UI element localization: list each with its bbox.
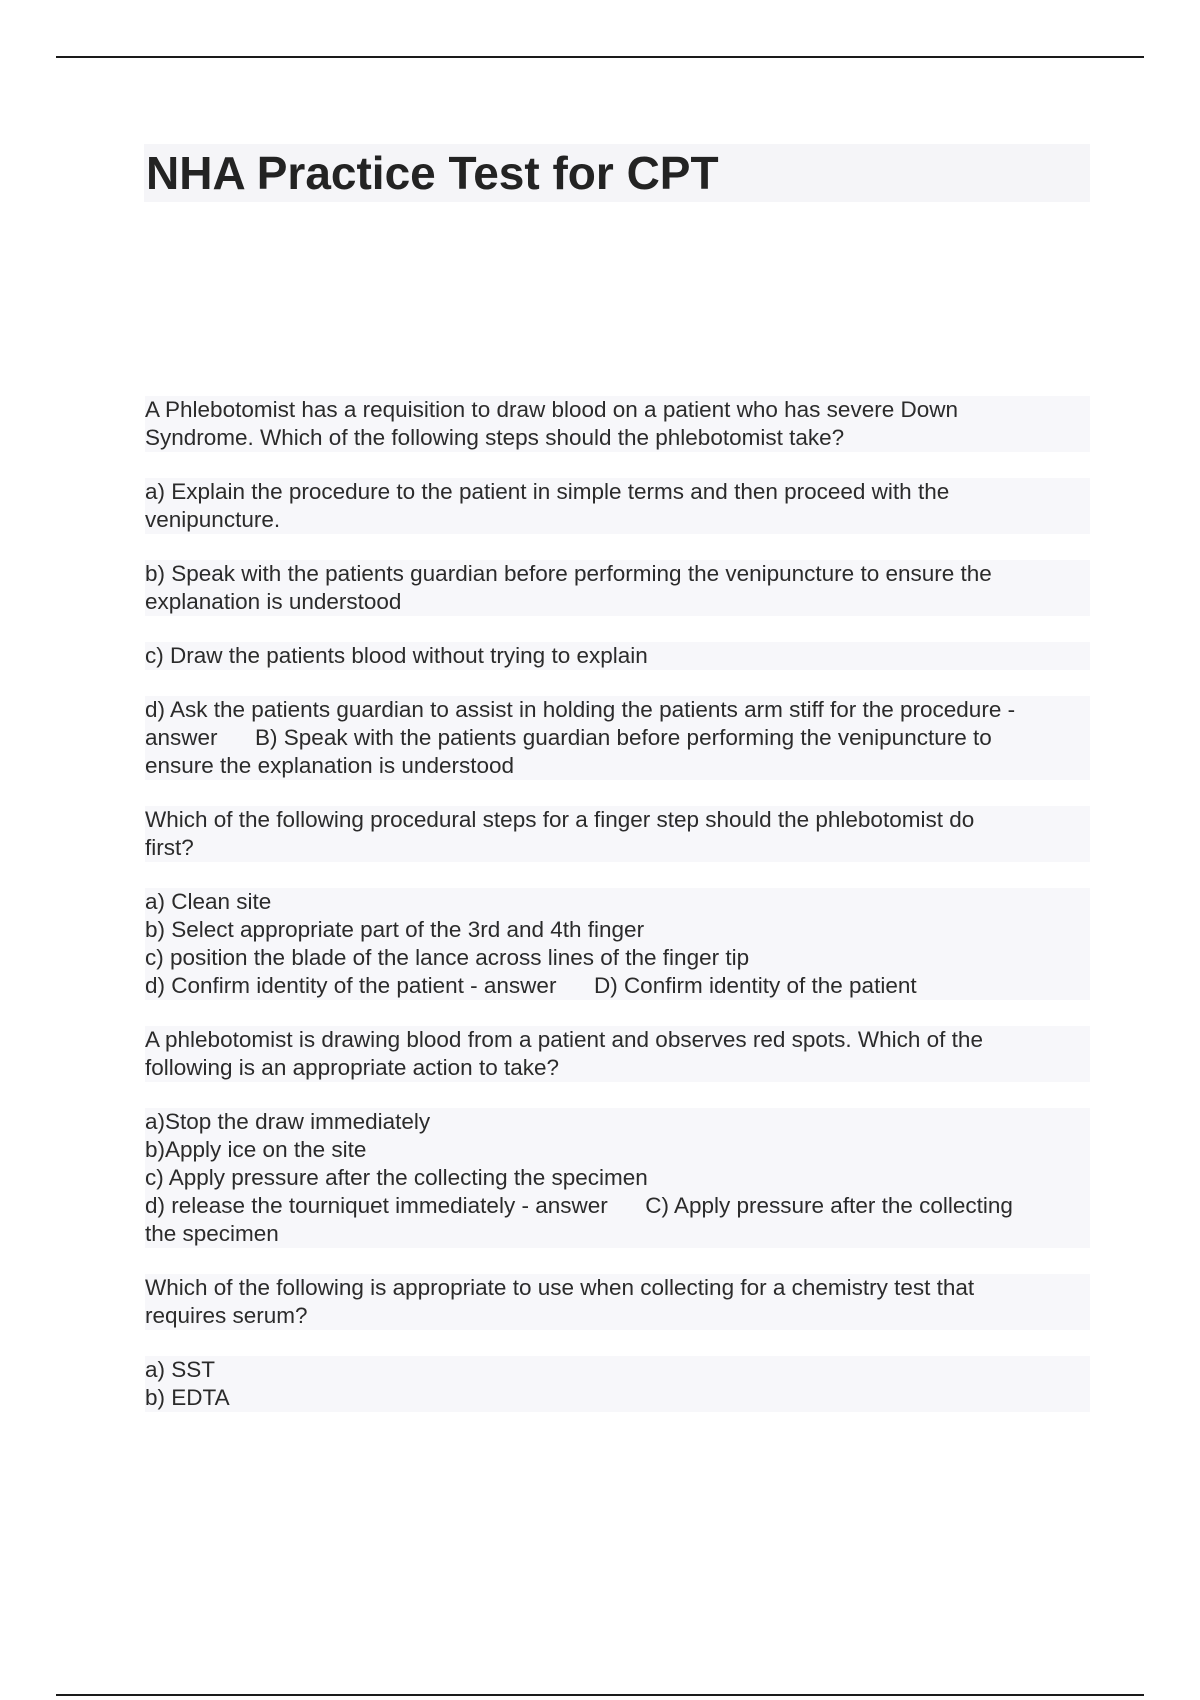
text-line: b) Speak with the patients guardian before performing the venipuncture to ensure the bbox=[145, 560, 1090, 588]
text-line: Which of the following is appropriate to use when collecting for a chemistry test that bbox=[145, 1274, 1090, 1302]
text-line: first? bbox=[145, 834, 1090, 862]
bottom-rule bbox=[56, 1694, 1144, 1696]
text-line: venipuncture. bbox=[145, 506, 1090, 534]
document-body bbox=[145, 396, 1090, 1438]
option-line: a) Clean site bbox=[145, 888, 1090, 916]
question-3-options bbox=[145, 1108, 1090, 1248]
option-line: a)Stop the draw immediately bbox=[145, 1108, 1090, 1136]
question-1-stem bbox=[145, 396, 1090, 452]
option-line: a) SST bbox=[145, 1356, 1090, 1384]
text-line: following is an appropriate action to take? bbox=[145, 1054, 1090, 1082]
text-line: d) Ask the patients guardian to assist in holding the patients arm stiff for the procedure - bbox=[145, 696, 1090, 724]
question-1-option-c bbox=[145, 642, 1090, 670]
top-rule bbox=[56, 56, 1144, 58]
text-line: Which of the following procedural steps for a finger step should the phlebotomist do bbox=[145, 806, 1090, 834]
text-line: ensure the explanation is understood bbox=[145, 752, 1090, 780]
question-4-options bbox=[145, 1356, 1090, 1412]
option-line: b) Select appropriate part of the 3rd and 4th finger bbox=[145, 916, 1090, 944]
question-1-option-d-answer bbox=[145, 696, 1090, 780]
text-line: c) Draw the patients blood without trying to explain bbox=[145, 642, 1090, 670]
document-title: NHA Practice Test for CPT bbox=[146, 147, 719, 199]
answer-line: answer B) Speak with the patients guardian before performing the venipuncture to bbox=[145, 724, 1090, 752]
text-line: explanation is understood bbox=[145, 588, 1090, 616]
question-1-option-a bbox=[145, 478, 1090, 534]
text-line: Syndrome. Which of the following steps should the phlebotomist take? bbox=[145, 424, 1090, 452]
text-line: a) Explain the procedure to the patient in simple terms and then proceed with the bbox=[145, 478, 1090, 506]
answer-line: d) Confirm identity of the patient - answer D) Confirm identity of the patient bbox=[145, 972, 1090, 1000]
text-line: A phlebotomist is drawing blood from a patient and observes red spots. Which of the bbox=[145, 1026, 1090, 1054]
option-line: b) EDTA bbox=[145, 1384, 1090, 1412]
question-3-stem bbox=[145, 1026, 1090, 1082]
question-2-stem bbox=[145, 806, 1090, 862]
question-1-option-b bbox=[145, 560, 1090, 616]
text-line: A Phlebotomist has a requisition to draw blood on a patient who has severe Down bbox=[145, 396, 1090, 424]
question-2-options bbox=[145, 888, 1090, 1000]
answer-line: d) release the tourniquet immediately - answer C) Apply pressure after the collecting bbox=[145, 1192, 1090, 1220]
option-line: c) Apply pressure after the collecting the specimen bbox=[145, 1164, 1090, 1192]
text-line: the specimen bbox=[145, 1220, 1090, 1248]
option-line: b)Apply ice on the site bbox=[145, 1136, 1090, 1164]
text-line: requires serum? bbox=[145, 1302, 1090, 1330]
option-line: c) position the blade of the lance across lines of the finger tip bbox=[145, 944, 1090, 972]
question-4-stem bbox=[145, 1274, 1090, 1330]
